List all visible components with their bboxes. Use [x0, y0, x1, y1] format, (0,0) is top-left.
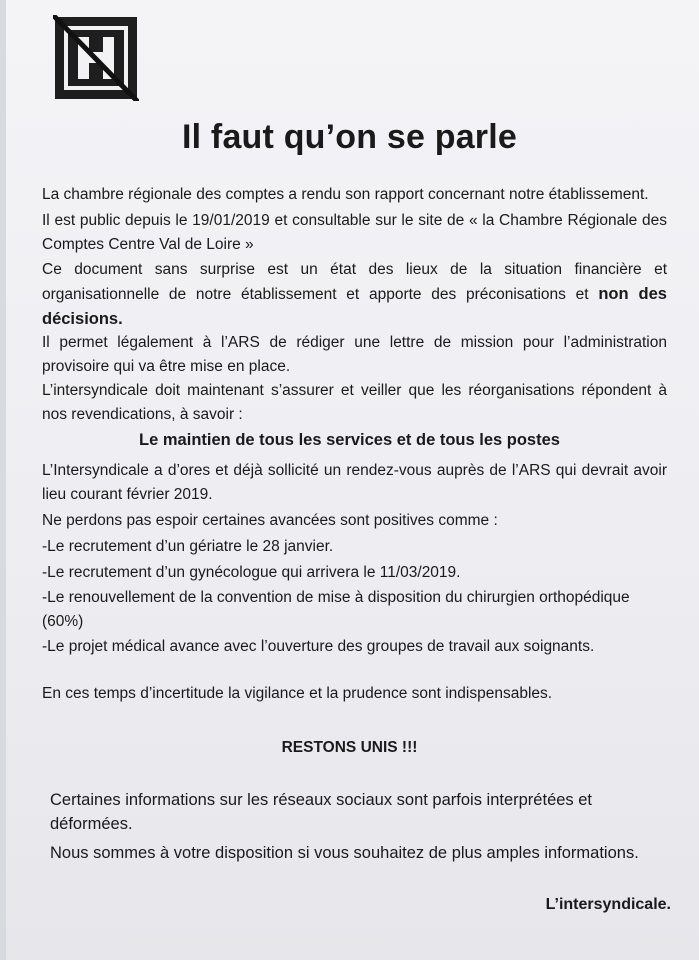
list-item: -Le recrutement d’un gynécologue qui arrivera le 11/03/2019. [42, 564, 461, 581]
section-heading: Le maintien de tous les services et de tous les postes [139, 431, 560, 449]
page-title: Il faut qu’on se parle [181, 118, 517, 156]
list-item: -Le recrutement d’un gériatre le 28 janvier. [42, 538, 334, 555]
paragraph-vigilance: En ces temps d’incertitude la vigilance et la prudence sont indispensables. [42, 685, 553, 702]
signature: L’intersyndicale. [545, 896, 671, 913]
paragraph-report: La chambre régionale des comptes a rendu son rapport concernant notre établissement. [42, 186, 649, 203]
hospital-logo-crossed-icon [53, 15, 139, 101]
list-item: -Le renouvellement de la convention de mise à disposition du chirurgien orthopédique (60%) [42, 589, 630, 630]
paragraph-public: Il est public depuis le 19/01/2019 et consultable sur le site de « la Chambre Régionale des Comptes Centre Val de Loire » [42, 212, 667, 253]
paragraph-ars: Il permet légalement à l’ARS de rédiger une lettre de mission pour l’administration provisoire qui va être mise en place. [42, 334, 667, 375]
paragraph-document [42, 258, 667, 332]
paragraph-document-text: Ce document sans surprise est un état des lieux de la situation financière et organisationnelle de notre établissement et apporte des préconisations et [42, 261, 667, 303]
slogan: RESTONS UNIS !!! [281, 739, 418, 756]
paragraph-hope: Ne perdons pas espoir certaines avancées sont positives comme : [42, 512, 498, 529]
list-item: -Le projet médical avance avec l’ouverture des groupes de travail aux soignants. [42, 638, 595, 655]
paragraph-document-bold: non des décisions. [42, 285, 667, 328]
paragraph-social-networks: Certaines informations sur les réseaux sociaux sont parfois interprétées et déformées. [50, 791, 593, 833]
paragraph-meeting: L’Intersyndicale a d’ores et déjà sollicité un rendez-vous auprès de l’ARS qui devrait avoir lieu courant février 2019. [42, 462, 667, 503]
paragraph-intersyndicale: L’intersyndicale doit maintenant s’assurer et veiller que les réorganisations répondent à nos revendications, à savoir : [42, 382, 667, 423]
paragraph-availability: Nous sommes à votre disposition si vous souhaitez de plus amples informations. [50, 844, 639, 862]
